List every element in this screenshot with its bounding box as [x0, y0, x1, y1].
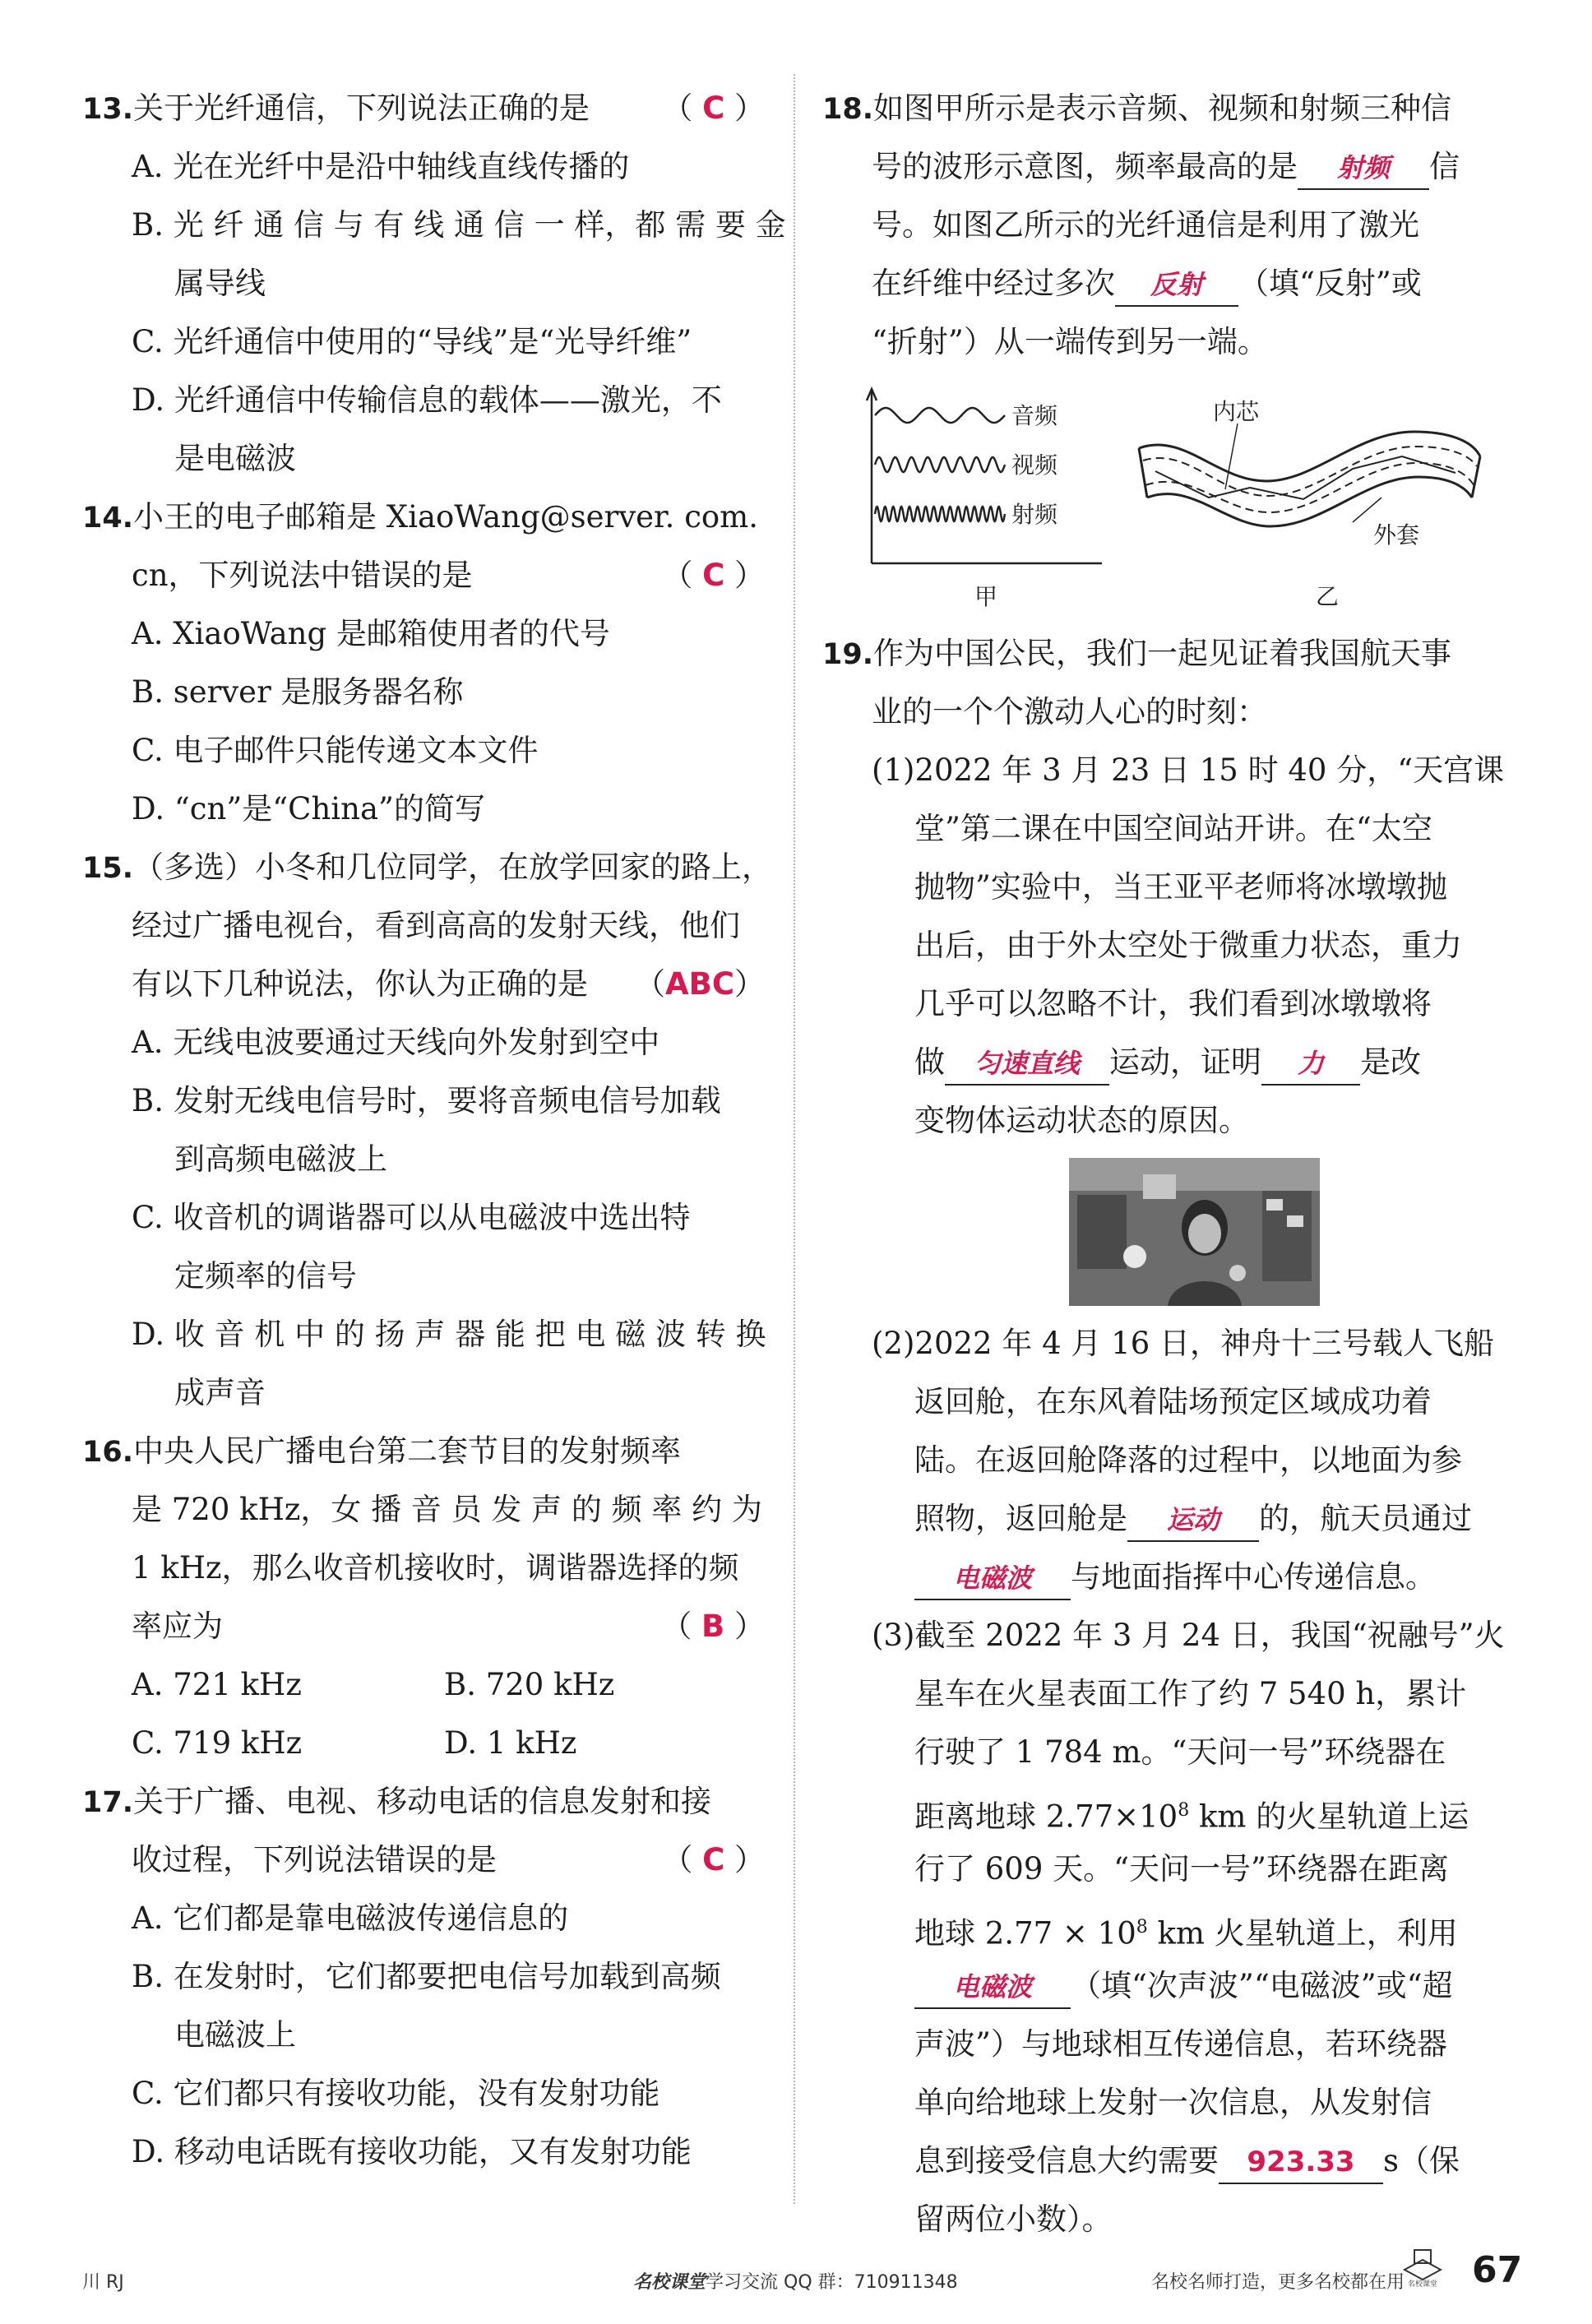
footer-slogan: 名校名师打造，更多名校都在用	[1151, 2272, 1405, 2293]
q19-part3-line: (3)截至 2022 年 3 月 24 日，我国“祝融号”火	[872, 1618, 1505, 1653]
radio-wave	[875, 507, 1005, 521]
question-text: “折射”）从一端传到另一端。	[872, 324, 1268, 359]
q17-stem	[82, 1772, 765, 1831]
answer-blank	[1115, 262, 1238, 307]
option: B. 光 纤 通 信 与 有 线 通 信 一 样，都 需 要 金	[132, 207, 786, 243]
q18-line	[822, 254, 1513, 312]
question-text: 息到接受信息大约需要	[914, 2143, 1219, 2178]
waveform-and-fiber-diagram	[822, 374, 1513, 621]
answer-paren: （ B ）	[661, 1609, 765, 1644]
question-text: s（保	[1383, 2143, 1460, 2178]
question-number: 14.	[82, 502, 134, 535]
option: A. XiaoWang 是邮箱使用者的代号	[132, 616, 610, 651]
q14-stem	[82, 488, 765, 546]
q19-part3-line	[822, 1781, 1513, 1840]
q17-stem-cont	[82, 1831, 765, 1889]
question-text: 号的波形示意图，频率最高的是	[872, 149, 1298, 184]
option: B. server 是服务器名称	[132, 674, 464, 710]
q19-part3-line: 行了 609 天。“天问一号”环绕器在距离	[914, 1851, 1449, 1887]
option: A. 721 kHz	[132, 1667, 302, 1702]
option: B. 在发射时，它们都要把电信号加载到高频	[132, 1959, 721, 1994]
question-text: 做	[914, 1044, 945, 1080]
q19-stem	[822, 624, 1513, 683]
core-leader-line	[1225, 424, 1238, 489]
question-text: 地球 2.77 × 10	[914, 1915, 1136, 1951]
q18-figure	[822, 374, 1513, 621]
q19-part3-line: 留两位小数）。	[914, 2201, 1113, 2237]
option: A. 它们都是靠电磁波传递信息的	[132, 1900, 569, 1936]
cladding-label: 外套	[1373, 521, 1420, 549]
brand-logo	[1398, 2245, 1447, 2288]
q19-part3-line: 单向给地球上发射一次信息，从发射信	[914, 2085, 1432, 2120]
option: D. 1 kHz	[444, 1725, 577, 1761]
question-text: 关于广播、电视、移动电话的信息发射和接	[133, 1784, 712, 1819]
answer-paren: （ C ）	[662, 1842, 765, 1877]
q19-part2-line: 陆。在返回舱降落的过程中，以地面为参	[914, 1442, 1462, 1478]
answer-blank	[1127, 1498, 1259, 1542]
caption-jia: 甲	[974, 583, 998, 610]
video-label: 视频	[1011, 451, 1058, 479]
q19-part3-line	[822, 2132, 1513, 2190]
option-row	[82, 1655, 765, 1714]
fiber-end-right	[1472, 456, 1480, 498]
option: B. 发射无线电信号时，要将音频电信号加载	[132, 1083, 721, 1118]
question-text: 在纤维中经过多次	[872, 266, 1115, 301]
video-wave	[875, 457, 1005, 472]
question-number: 16.	[82, 1436, 134, 1469]
option: C. 电子邮件只能传递文本文件	[132, 733, 539, 768]
question-text: 有以下几种说法，你认为正确的是	[132, 966, 588, 1002]
q19-part1-line: 出后，由于外太空处于微重力状态，重力	[914, 928, 1462, 963]
question-text: （填“次声波”“电磁波”或“超	[1071, 1968, 1453, 2003]
question-text: （多选）小冬和几位同学，在放学回家的路上，	[133, 850, 773, 885]
q19-part3-line	[822, 1898, 1513, 1956]
answer-paren: （ C ）	[662, 90, 765, 126]
question-text: 信	[1429, 149, 1460, 184]
question-text: 关于光纤通信，下列说法正确的是	[133, 90, 590, 126]
footer-edition: 川 RJ	[82, 2272, 124, 2293]
figure-yi	[1139, 398, 1480, 610]
q15-stem	[82, 838, 773, 896]
q19-part2-line: 返回舱，在东风着陆场预定区域成功着	[914, 1384, 1432, 1419]
question-number: 19.	[822, 638, 874, 671]
q15-stem-cont	[82, 955, 765, 1013]
option-continued: 成声音	[174, 1375, 266, 1410]
answer-blank	[914, 1965, 1071, 2009]
question-text: 如图甲所示是表示音频、视频和射频三种信	[873, 90, 1452, 126]
question-number: 15.	[82, 852, 134, 885]
question-text: km 的火星轨道上运	[1189, 1799, 1469, 1835]
fiber-outer-bottom	[1147, 477, 1472, 526]
footer-center	[633, 2268, 958, 2294]
option: A. 光在光纤中是沿中轴线直线传播的	[132, 149, 630, 184]
handwritten-answer: 电磁波	[952, 1971, 1032, 2002]
option-continued: 到高频电磁波上	[174, 1141, 387, 1177]
core-label: 内芯	[1213, 398, 1260, 425]
question-text: 的，航天员通过	[1259, 1501, 1472, 1536]
answer-letter: C	[702, 1842, 725, 1877]
option-continued: 电磁波上	[174, 2017, 296, 2053]
option-continued: 属导线	[174, 266, 266, 301]
question-text: 照物，返回舱是	[914, 1501, 1127, 1536]
figure-jia	[867, 389, 1102, 610]
radio-label: 射频	[1011, 501, 1058, 528]
logo-text: 名校课堂	[1407, 2280, 1438, 2288]
space-station-photo	[1069, 1158, 1320, 1306]
answer-blank	[1219, 2140, 1383, 2184]
option: A. 无线电波要通过天线向外发射到空中	[132, 1025, 660, 1060]
audio-wave	[875, 408, 1005, 423]
question-text: 作为中国公民，我们一起见证着我国航天事	[873, 636, 1452, 671]
q19-part1-line: 变物体运动状态的原因。	[914, 1103, 1249, 1138]
option: D. 收 音 机 中 的 扬 声 器 能 把 电 磁 波 转 换	[132, 1317, 766, 1352]
answer-paren: （ C ）	[662, 558, 765, 593]
right-column	[822, 79, 1513, 2248]
question-text: 收过程，下列说法错误的是	[132, 1842, 497, 1877]
question-number: 13.	[82, 93, 134, 126]
answer-blank	[1298, 146, 1429, 190]
option: B. 720 kHz	[444, 1667, 615, 1702]
question-text: 经过广播电视台，看到高高的发射天线，他们	[132, 908, 740, 943]
handwritten-answer: 923.33	[1247, 2146, 1355, 2178]
answer-letter: B	[701, 1609, 725, 1644]
option: C. 719 kHz	[132, 1725, 303, 1761]
answer-letter: ABC	[665, 966, 734, 1002]
fiber-end-left	[1139, 448, 1147, 498]
option: D. 光纤通信中传输信息的载体——激光，不	[132, 382, 722, 418]
q19-part1-line: 几乎可以忽略不计，我们看到冰墩墩将	[914, 986, 1432, 1021]
handwritten-answer: 运动	[1166, 1504, 1219, 1535]
footer-brand: 名校课堂	[633, 2272, 706, 2293]
caption-yi: 乙	[1316, 583, 1340, 610]
q14-stem-cont	[82, 546, 765, 604]
q19-part1-line: 抛物”实验中，当王亚平老师将冰墩墩抛	[914, 869, 1447, 905]
handwritten-answer: 反射	[1150, 269, 1203, 300]
q19-part1-line	[822, 1033, 1513, 1091]
q16-stem	[82, 1422, 765, 1480]
question-text: km 火星轨道上，利用	[1147, 1915, 1458, 1951]
option-row	[82, 1714, 765, 1772]
left-column	[82, 79, 786, 2181]
question-text: 是 720 kHz，女 播 音 员 发 声 的 频 率 约 为	[132, 1492, 762, 1527]
q18-stem	[822, 79, 1513, 137]
astronaut-photo	[1069, 1158, 1320, 1306]
handwritten-answer: 射频	[1336, 152, 1390, 183]
q19-part3-line: 行驶了 1 784 m。“天问一号”环绕器在	[914, 1734, 1446, 1770]
question-text: 率应为	[132, 1609, 223, 1644]
q19-part3-line: 星车在火星表面工作了约 7 540 h，累计	[914, 1676, 1467, 1711]
audio-label: 音频	[1011, 402, 1058, 429]
handwritten-answer: 电磁波	[952, 1562, 1032, 1594]
page-number: 67	[1472, 2249, 1523, 2291]
q19-part2-line	[822, 1548, 1513, 1606]
question-text: cn，下列说法中错误的是	[132, 558, 473, 593]
question-text: 运动，证明	[1109, 1044, 1261, 1080]
q19-part3-line	[822, 1956, 1513, 2015]
answer-letter: C	[702, 90, 725, 126]
book-logo-icon	[1398, 2245, 1447, 2288]
handwritten-answer: 力	[1297, 1048, 1324, 1079]
question-text: 业的一个个激动人心的时刻：	[872, 694, 1267, 729]
question-text: 是改	[1360, 1044, 1421, 1080]
exponent: 8	[1136, 1917, 1148, 1937]
question-number: 17.	[82, 1786, 134, 1819]
question-text: 小王的电子邮箱是 XiaoWang@server. com.	[133, 499, 759, 535]
question-text: （填“反射”或	[1238, 266, 1422, 301]
cladding-leader-line	[1353, 498, 1381, 522]
q16-stem-cont	[82, 1597, 765, 1655]
question-text: 距离地球 2.77×10	[914, 1799, 1178, 1835]
option-continued: 定频率的信号	[174, 1258, 357, 1294]
question-text: 与地面指挥中心传递信息。	[1071, 1559, 1436, 1595]
question-text: 中央人民广播电台第二套节目的发射频率	[133, 1433, 682, 1469]
q18-line	[822, 137, 1513, 196]
q19-part1-line: 堂”第二课在中国空间站开讲。在“太空	[914, 811, 1432, 846]
q19-part1-line: (1)2022 年 3 月 23 日 15 时 40 分，“天宫课	[872, 752, 1505, 788]
question-number: 18.	[822, 93, 874, 126]
column-divider	[794, 74, 795, 2204]
answer-blank	[1261, 1041, 1360, 1086]
q13-stem	[82, 79, 765, 137]
option-continued: 是电磁波	[174, 441, 296, 476]
handwritten-answer: 匀速直线	[974, 1048, 1080, 1079]
answer-blank	[914, 1556, 1071, 1600]
answer-blank	[945, 1041, 1109, 1086]
fiber-outer-top	[1139, 432, 1480, 481]
option: C. 它们都只有接收功能，没有发射功能	[132, 2076, 660, 2111]
q19-part3-line: 声波”）与地球相互传递信息，若环绕器	[914, 2026, 1447, 2062]
option: D. 移动电话既有接收功能，又有发射功能	[132, 2134, 692, 2169]
option: D. “cn”是“China”的简写	[132, 791, 485, 826]
option: C. 收音机的调谐器可以从电磁波中选出特	[132, 1200, 691, 1235]
answer-letter: C	[702, 558, 725, 593]
option: C. 光纤通信中使用的“导线”是“光导纤维”	[132, 324, 692, 359]
question-text: 1 kHz，那么收音机接收时，调谐器选择的频	[132, 1550, 739, 1586]
exponent: 8	[1178, 1800, 1190, 1821]
question-text: 号。如图乙所示的光纤通信是利用了激光	[872, 207, 1419, 243]
answer-paren: （ABC）	[635, 966, 765, 1002]
footer-qq: 学习交流 QQ 群：710911348	[706, 2272, 958, 2293]
q19-part2-line: (2)2022 年 4 月 16 日，神舟十三号载人飞船	[872, 1326, 1494, 1361]
q19-part2-line	[822, 1489, 1513, 1548]
